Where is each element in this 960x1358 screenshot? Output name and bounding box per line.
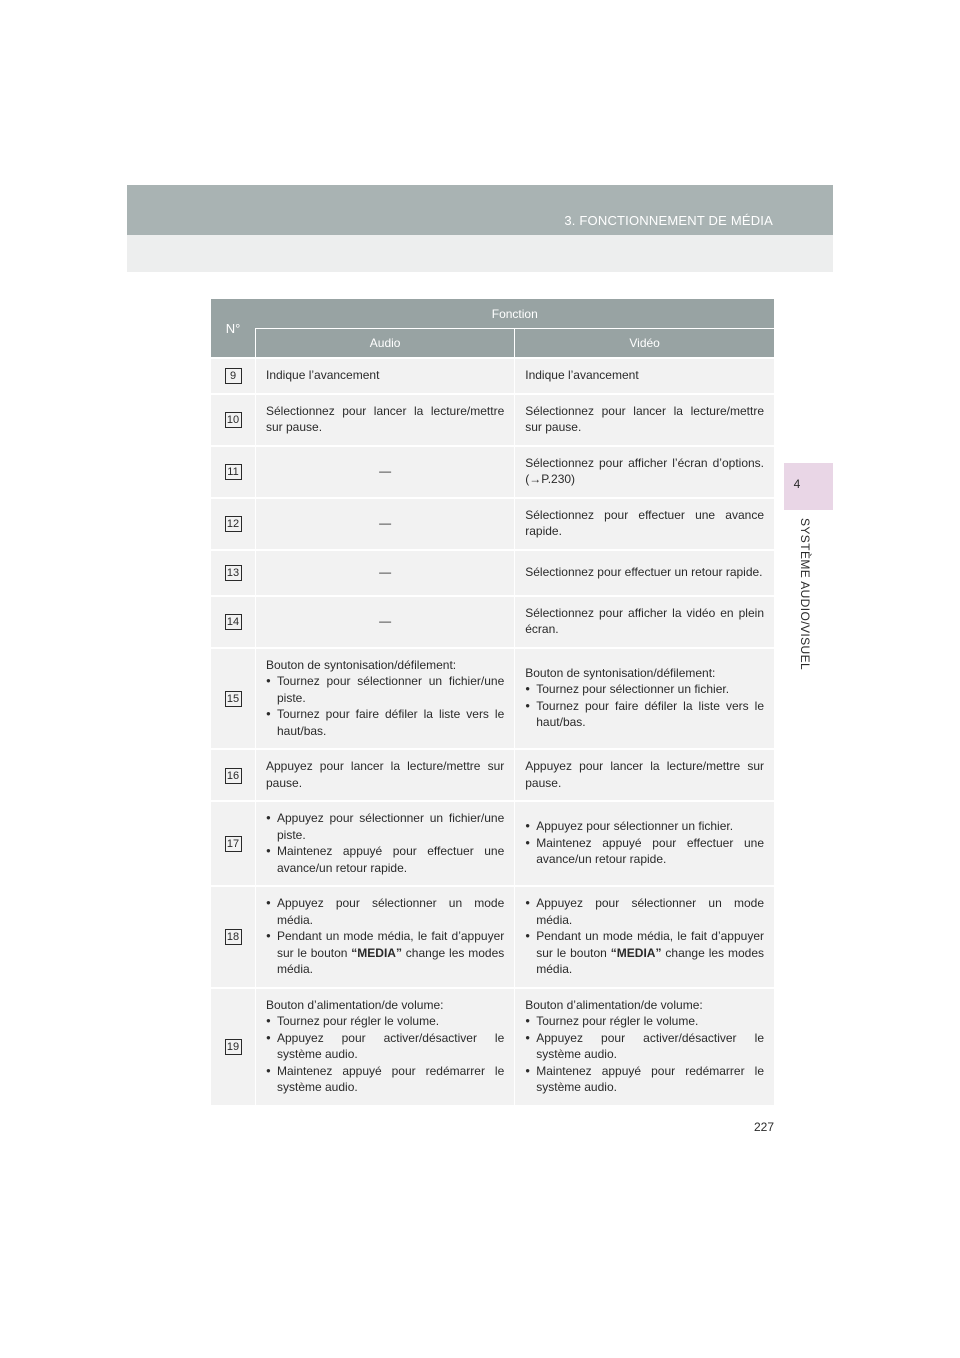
video-cell — [515, 648, 774, 750]
bullet-text: change les modes média. — [277, 945, 505, 976]
column-header-function: Fonction — [256, 299, 775, 329]
audio-bullet-list — [266, 810, 504, 876]
video-cell — [515, 498, 774, 550]
bullet-text: Pendant un mode média, le fait d’appuyer sur le bouton — [277, 929, 505, 960]
audio-cell — [256, 988, 515, 1105]
bullet-item: ● Tournez pour sélectionner un fichier. — [525, 681, 764, 698]
bullet-item: ● Appuyez pour sélectionner un fichier. — [525, 818, 764, 835]
video-text: Sélectionnez pour effectuer une avance rapide. — [525, 507, 764, 538]
video-bullet-list — [525, 818, 764, 868]
not-applicable-dash: — — [379, 463, 392, 478]
bullet-text: Pendant un mode média, le fait d’appuyer sur le bouton — [536, 929, 764, 960]
column-header-audio: Audio — [256, 329, 515, 359]
bullet-item: ● Appuyez pour activer/désactiver le système audio. — [525, 1030, 764, 1063]
video-bullet-list — [525, 681, 764, 731]
video-cell — [515, 394, 774, 446]
video-text: Sélectionnez pour effectuer un retour rapide. — [525, 564, 763, 579]
table-row — [211, 886, 774, 988]
row-number-badge: 19 — [225, 1039, 242, 1055]
audio-text: Appuyez pour lancer la lecture/mettre sur pause. — [266, 759, 505, 790]
table-row — [211, 394, 774, 446]
video-intro: Bouton de syntonisation/défilement: — [525, 665, 716, 680]
table-row — [211, 358, 774, 394]
row-number-badge: 12 — [225, 516, 242, 532]
bullet-item: ● Tournez pour sélectionner un fichier/une piste. — [266, 673, 504, 706]
row-number-cell — [211, 988, 256, 1105]
video-text: Sélectionnez pour afficher la vidéo en plein écran. — [525, 605, 764, 636]
bullet-item: ● Maintenez appuyé pour effectuer une avance/un retour rapide. — [266, 843, 504, 876]
row-number-cell — [211, 801, 256, 886]
row-number-badge: 13 — [225, 565, 242, 581]
video-cell — [515, 886, 774, 988]
video-bullet-list — [525, 895, 764, 978]
audio-bullet-list — [266, 895, 504, 978]
row-number-cell — [211, 648, 256, 750]
row-number-badge: 14 — [225, 614, 242, 630]
column-header-number: N° — [211, 299, 256, 358]
audio-bullet-list — [266, 1013, 504, 1096]
table-row — [211, 446, 774, 498]
audio-cell — [256, 801, 515, 886]
not-applicable-dash: — — [379, 564, 392, 579]
not-applicable-dash: — — [379, 613, 392, 628]
table-row — [211, 596, 774, 648]
audio-cell — [256, 749, 515, 801]
bullet-item: ● Tournez pour faire défiler la liste vers le haut/bas. — [525, 698, 764, 731]
page-number: 227 — [753, 1120, 774, 1134]
table-row — [211, 749, 774, 801]
audio-cell — [256, 550, 515, 596]
audio-intro: Bouton de syntonisation/défilement: — [266, 657, 457, 672]
audio-text: Sélectionnez pour lancer la lecture/mettre sur pause. — [266, 403, 505, 434]
bullet-item: ● Tournez pour faire défiler la liste vers le haut/bas. — [266, 706, 504, 739]
audio-cell — [256, 886, 515, 988]
table-row — [211, 498, 774, 550]
bullet-item: ● Maintenez appuyé pour redémarrer le système audio. — [266, 1063, 504, 1096]
video-cell — [515, 550, 774, 596]
bullet-item — [266, 928, 504, 978]
audio-cell — [256, 498, 515, 550]
audio-bullet-list — [266, 673, 504, 739]
header-sub-band — [127, 235, 833, 272]
audio-cell — [256, 358, 515, 394]
chapter-tab — [784, 463, 833, 510]
row-number-badge: 9 — [225, 368, 242, 384]
bullet-item — [525, 928, 764, 978]
row-number-badge: 11 — [225, 464, 242, 480]
audio-cell — [256, 648, 515, 750]
row-number-badge: 15 — [225, 691, 242, 707]
row-number-cell — [211, 446, 256, 498]
row-number-cell — [211, 358, 256, 394]
media-button-label: “MEDIA” — [610, 945, 662, 960]
video-text: Indique l’avancement — [525, 368, 639, 382]
bullet-item: ● Tournez pour régler le volume. — [525, 1013, 764, 1030]
row-number-badge: 10 — [225, 412, 242, 428]
audio-text: Indique l’avancement — [266, 368, 380, 382]
table-row — [211, 988, 774, 1105]
bullet-item: ● Appuyez pour sélectionner un fichier/une piste. — [266, 810, 504, 843]
row-number-badge: 18 — [225, 929, 242, 945]
bullet-item: ● Tournez pour régler le volume. — [266, 1013, 504, 1030]
video-bullet-list — [525, 1013, 764, 1096]
audio-intro: Bouton d’alimentation/de volume: — [266, 997, 444, 1012]
row-number-cell — [211, 498, 256, 550]
media-button-label: “MEDIA” — [351, 945, 402, 960]
chapter-number: 4 — [793, 477, 801, 491]
video-cell — [515, 446, 774, 498]
bullet-item: ● Appuyez pour sélectionner un mode média. — [266, 895, 504, 928]
function-table — [211, 299, 774, 1105]
audio-cell — [256, 446, 515, 498]
row-number-badge: 17 — [225, 836, 242, 852]
chapter-title-vertical: SYSTÈME AUDIO/VISUEL — [798, 518, 812, 671]
section-title: 3. FONCTIONNEMENT DE MÉDIA — [564, 213, 773, 228]
video-text: Sélectionnez pour lancer la lecture/mettre sur pause. — [525, 403, 764, 434]
row-number-badge: 16 — [225, 768, 242, 784]
row-number-cell — [211, 749, 256, 801]
table-row — [211, 550, 774, 596]
column-header-video: Vidéo — [515, 329, 774, 359]
video-cell — [515, 988, 774, 1105]
not-applicable-dash: — — [379, 515, 392, 530]
table-row — [211, 801, 774, 886]
bullet-text: change les modes média. — [536, 945, 764, 976]
audio-cell — [256, 394, 515, 446]
table-row — [211, 648, 774, 750]
row-number-cell — [211, 394, 256, 446]
video-cell — [515, 596, 774, 648]
bullet-item: ● Appuyez pour activer/désactiver le système audio. — [266, 1030, 504, 1063]
video-cell — [515, 749, 774, 801]
audio-cell — [256, 596, 515, 648]
row-number-cell — [211, 886, 256, 988]
bullet-item: ● Appuyez pour sélectionner un mode média. — [525, 895, 764, 928]
video-cell — [515, 801, 774, 886]
video-cell — [515, 358, 774, 394]
video-text: Appuyez pour lancer la lecture/mettre sur pause. — [525, 759, 764, 790]
video-text: Sélectionnez pour afficher l’écran d’options. (→P.230) — [525, 455, 764, 486]
bullet-item: ● Maintenez appuyé pour effectuer une avance/un retour rapide. — [525, 835, 764, 868]
video-intro: Bouton d’alimentation/de volume: — [525, 997, 703, 1012]
bullet-item: ● Maintenez appuyé pour redémarrer le système audio. — [525, 1063, 764, 1096]
chapter-header-band — [127, 185, 833, 235]
row-number-cell — [211, 550, 256, 596]
row-number-cell — [211, 596, 256, 648]
